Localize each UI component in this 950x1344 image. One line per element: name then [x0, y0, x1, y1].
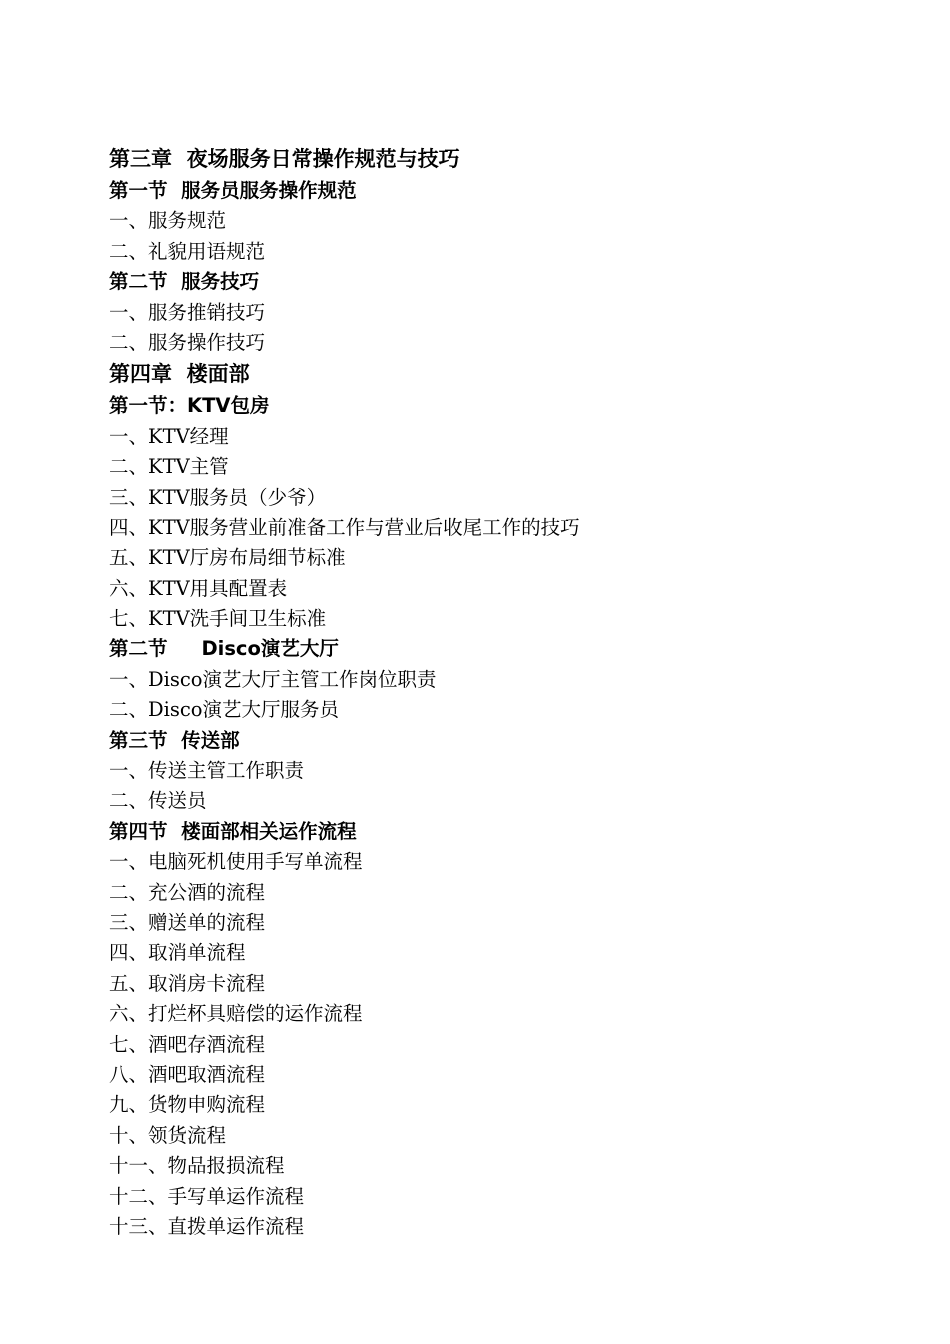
toc-item: 二、礼貌用语规范	[109, 239, 266, 263]
toc-item: 一、电脑死机使用手写单流程	[109, 850, 363, 874]
section-heading: 第二节 Disco演艺大厅	[109, 637, 339, 661]
toc-item: 一、服务规范	[109, 209, 227, 233]
toc-item: 二、服务操作技巧	[109, 330, 266, 354]
toc-item: 四、KTV服务营业前准备工作与营业后收尾工作的技巧	[109, 515, 580, 539]
toc-item: 一、服务推销技巧	[109, 300, 266, 324]
toc-item: 六、打烂杯具赔偿的运作流程	[109, 1002, 363, 1026]
toc-item: 十一、物品报损流程	[109, 1154, 285, 1178]
toc-item: 一、KTV经理	[109, 424, 229, 448]
toc-item: 七、KTV洗手间卫生标准	[109, 607, 327, 631]
toc-item: 十三、直拨单运作流程	[109, 1214, 305, 1238]
section-heading: 第四节 楼面部相关运作流程	[109, 819, 357, 843]
section-heading: 第三节 传送部	[109, 728, 240, 752]
chapter-heading: 第三章 夜场服务日常操作规范与技巧	[109, 147, 460, 171]
table-of-contents	[109, 143, 909, 1242]
section-heading: 第一节：KTV包房	[109, 394, 270, 418]
toc-item: 二、充公酒的流程	[109, 880, 266, 904]
chapter-heading: 第四章 楼面部	[109, 362, 250, 387]
toc-item: 六、KTV用具配置表	[109, 576, 288, 600]
toc-item: 九、货物申购流程	[109, 1093, 266, 1117]
toc-item: 十、领货流程	[109, 1123, 227, 1147]
section-heading: 第二节 服务技巧	[109, 270, 260, 294]
toc-item: 三、KTV服务员（少爷）	[109, 485, 327, 509]
toc-item: 三、赠送单的流程	[109, 910, 266, 934]
toc-item: 十二、手写单运作流程	[109, 1184, 305, 1208]
toc-item: 八、酒吧取酒流程	[109, 1062, 266, 1086]
toc-item: 五、KTV厅房布局细节标准	[109, 546, 346, 570]
toc-item: 七、酒吧存酒流程	[109, 1032, 266, 1056]
toc-item: 四、取消单流程	[109, 941, 246, 965]
toc-item: 二、KTV主管	[109, 455, 229, 479]
toc-item: 一、Disco演艺大厅主管工作岗位职责	[109, 667, 437, 691]
toc-item: 二、传送员	[109, 789, 207, 813]
section-heading: 第一节 服务员服务操作规范	[109, 179, 357, 202]
toc-item: 一、传送主管工作职责	[109, 759, 305, 783]
toc-item: 五、取消房卡流程	[109, 971, 266, 995]
toc-item: 二、Disco演艺大厅服务员	[109, 698, 340, 722]
